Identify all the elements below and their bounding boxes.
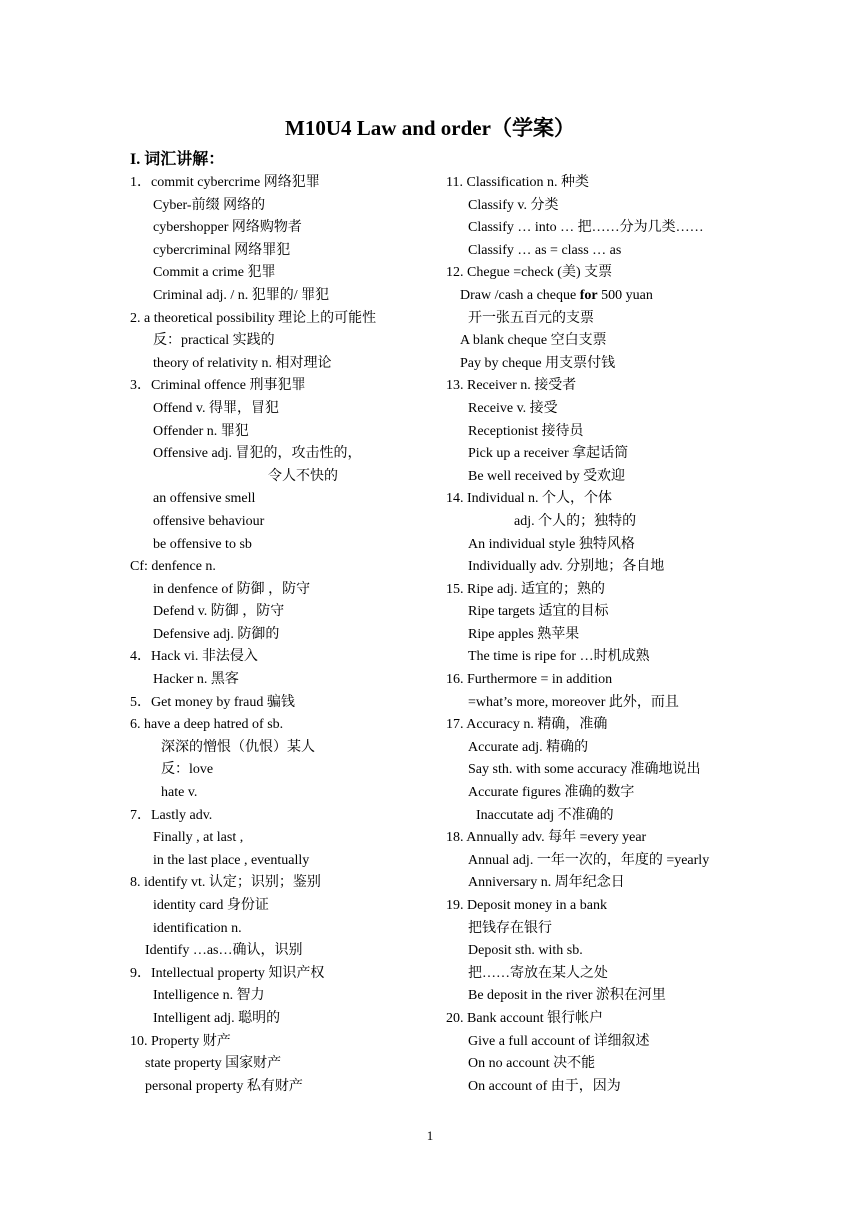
vocab-entry: 18. Annually adv. 每年 =every year [446,830,647,846]
vocab-entry: Commit a crime 犯罪 [153,265,276,281]
vocab-entry: be offensive to sb [153,536,252,552]
vocab-entry: Intelligent adj. 聪明的 [153,1010,281,1026]
cheque-for: for [579,287,598,303]
vocab-entry: An individual style 独特风格 [468,536,635,552]
vocab-entry: On no account 决不能 [468,1056,596,1072]
vocab-entry: 开一张五百元的支票 [468,310,594,326]
vocab-entry: Finally , at last , [153,830,244,846]
vocab-entry: Say sth. with some accuracy 准确地说出 [468,762,701,778]
cheque-phrase: Draw /cash a cheque [460,287,580,303]
vocab-entry: 把钱存在银行 [468,920,552,936]
vocab-entry: Be well received by 受欢迎 [468,468,626,484]
vocab-entry: 10. Property 财产 [130,1033,231,1049]
vocab-entry: 20. Bank account 银行帐户 [446,1010,604,1026]
vocab-entry: Individually adv. 分别地；各自地 [468,559,665,575]
vocab-entry: state property 国家财产 [145,1056,282,1072]
vocab-entry: A blank cheque 空白支票 [460,333,607,349]
vocab-entry: On account of 由于，因为 [468,1078,621,1094]
vocab-entry: Classify … into … 把……分为几类…… [468,220,704,236]
vocab-entry: 12. Chegue =check (美) 支票 [446,265,613,281]
vocab-entry: cybershopper 网络购物者 [153,220,302,236]
vocab-entry: Classify v. 分类 [468,197,559,213]
vocab-entry: Offender n. 罪犯 [153,423,249,439]
vocab-entry: Be deposit in the river 淤积在河里 [468,988,666,1004]
vocab-entry: Ripe apples 熟苹果 [468,626,580,642]
vocab-entry: 9．Intellectual property 知识产权 [130,965,325,981]
vocab-entry: Identify …as…确认，识别 [145,943,303,959]
vocab-entry: Classify … as = class … as [468,242,622,258]
vocab-entry: Criminal adj. / n. 犯罪的/ 罪犯 [153,287,330,303]
vocab-entry: in denfence of 防御 ，防守 [153,581,311,597]
vocab-entry: 19. Deposit money in a bank [446,898,607,913]
vocab-entry: 13. Receiver n. 接受者 [446,378,577,394]
vocab-entry [446,285,776,308]
vocab-entry: 1．commit cybercrime 网络犯罪 [130,175,320,190]
vocab-entry: hate v. [161,785,198,801]
page-title: M10U4 Law and order（学案） [285,116,575,140]
vocab-entry: Offensive adj. 冒犯的，攻击性的， [153,446,362,462]
vocab-entry: identity card 身份证 [153,898,269,913]
vocab-entry: Receive v. 接受 [468,400,558,416]
vocab-entry: Give a full account of 详细叙述 [468,1033,650,1049]
vocab-entry: 3．Criminal offence 刑事犯罪 [130,378,306,394]
vocab-entry: 7．Lastly adv. [130,807,213,823]
vocab-entry: 反：love [161,762,214,778]
vocab-entry: The time is ripe for …时机成熟 [468,649,650,665]
vocab-entry: Cf: denfence n. [130,559,216,575]
vocab-entry: 把……寄放在某人之处 [468,965,608,981]
vocab-entry: Ripe targets 适宜的目标 [468,604,609,620]
vocab-entry: Defend v. 防御 ，防守 [153,604,285,620]
section-heading: I. 词汇讲解： [130,151,225,168]
vocab-entry: cybercriminal 网络罪犯 [153,242,291,258]
vocab-entry: Intelligence n. 智力 [153,988,265,1004]
vocab-entry: 反：practical 实践的 [153,333,275,349]
vocab-entry: Deposit sth. with sb. [468,943,583,959]
vocab-entry: in the last place , eventually [153,852,310,868]
vocab-entry: 8. identify vt. 认定；识别；鉴别 [130,875,321,891]
vocab-entry: identification n. [153,920,242,936]
vocab-entry: offensive behaviour [153,513,265,529]
vocab-entry: 6. have a deep hatred of sb. [130,717,284,733]
vocab-entry: theory of relativity n. 相对理论 [153,355,332,371]
vocab-entry: 11. Classification n. 种类 [446,175,589,190]
vocab-entry: Pay by cheque 用支票付钱 [460,355,616,371]
vocab-entry: Receptionist 接待员 [468,423,584,439]
vocab-entry: adj. 个人的；独特的 [514,513,637,529]
vocab-entry: 15. Ripe adj. 适宜的；熟的 [446,581,606,597]
vocab-entry: 4．Hack vi. 非法侵入 [130,649,258,665]
vocab-entry: Offend v. 得罪，冒犯 [153,400,279,416]
vocab-entry: Accurate adj. 精确的 [468,739,589,755]
vocab-entry: Hacker n. 黑客 [153,672,239,688]
vocab-entry: =what’s more, moreover 此外，而且 [468,694,679,710]
vocab-entry: Accurate figures 准确的数字 [468,785,635,801]
vocab-entry: Inaccutate adj 不准确的 [476,807,614,823]
vocab-entry: 16. Furthermore = in addition [446,672,613,688]
cheque-amount: 500 yuan [597,287,653,303]
vocab-entry: Pick up a receiver 拿起话筒 [468,446,629,462]
vocab-entry: 令人不快的 [268,468,338,484]
vocab-entry: 14. Individual n. 个人，个体 [446,491,613,507]
vocab-entry: an offensive smell [153,491,256,507]
vocab-entry: Anniversary n. 周年纪念日 [468,875,625,891]
right-column [446,172,776,1098]
vocab-entry: 5．Get money by fraud 骗钱 [130,694,295,710]
vocab-entry: 2. a theoretical possibility 理论上的可能性 [130,310,377,326]
vocab-entry: 17. Accuracy n. 精确，准确 [446,717,608,733]
vocab-entry: Annual adj. 一年一次的，年度的 =yearly [468,852,710,868]
page-number: 1 [426,1128,434,1143]
vocab-entry: Defensive adj. 防御的 [153,626,280,642]
vocab-entry: personal property 私有财产 [145,1078,303,1094]
left-column [130,172,440,1098]
vocab-entry: Cyber-前缀 网络的 [153,197,266,213]
vocab-entry: 深深的憎恨（仇恨）某人 [161,739,315,755]
